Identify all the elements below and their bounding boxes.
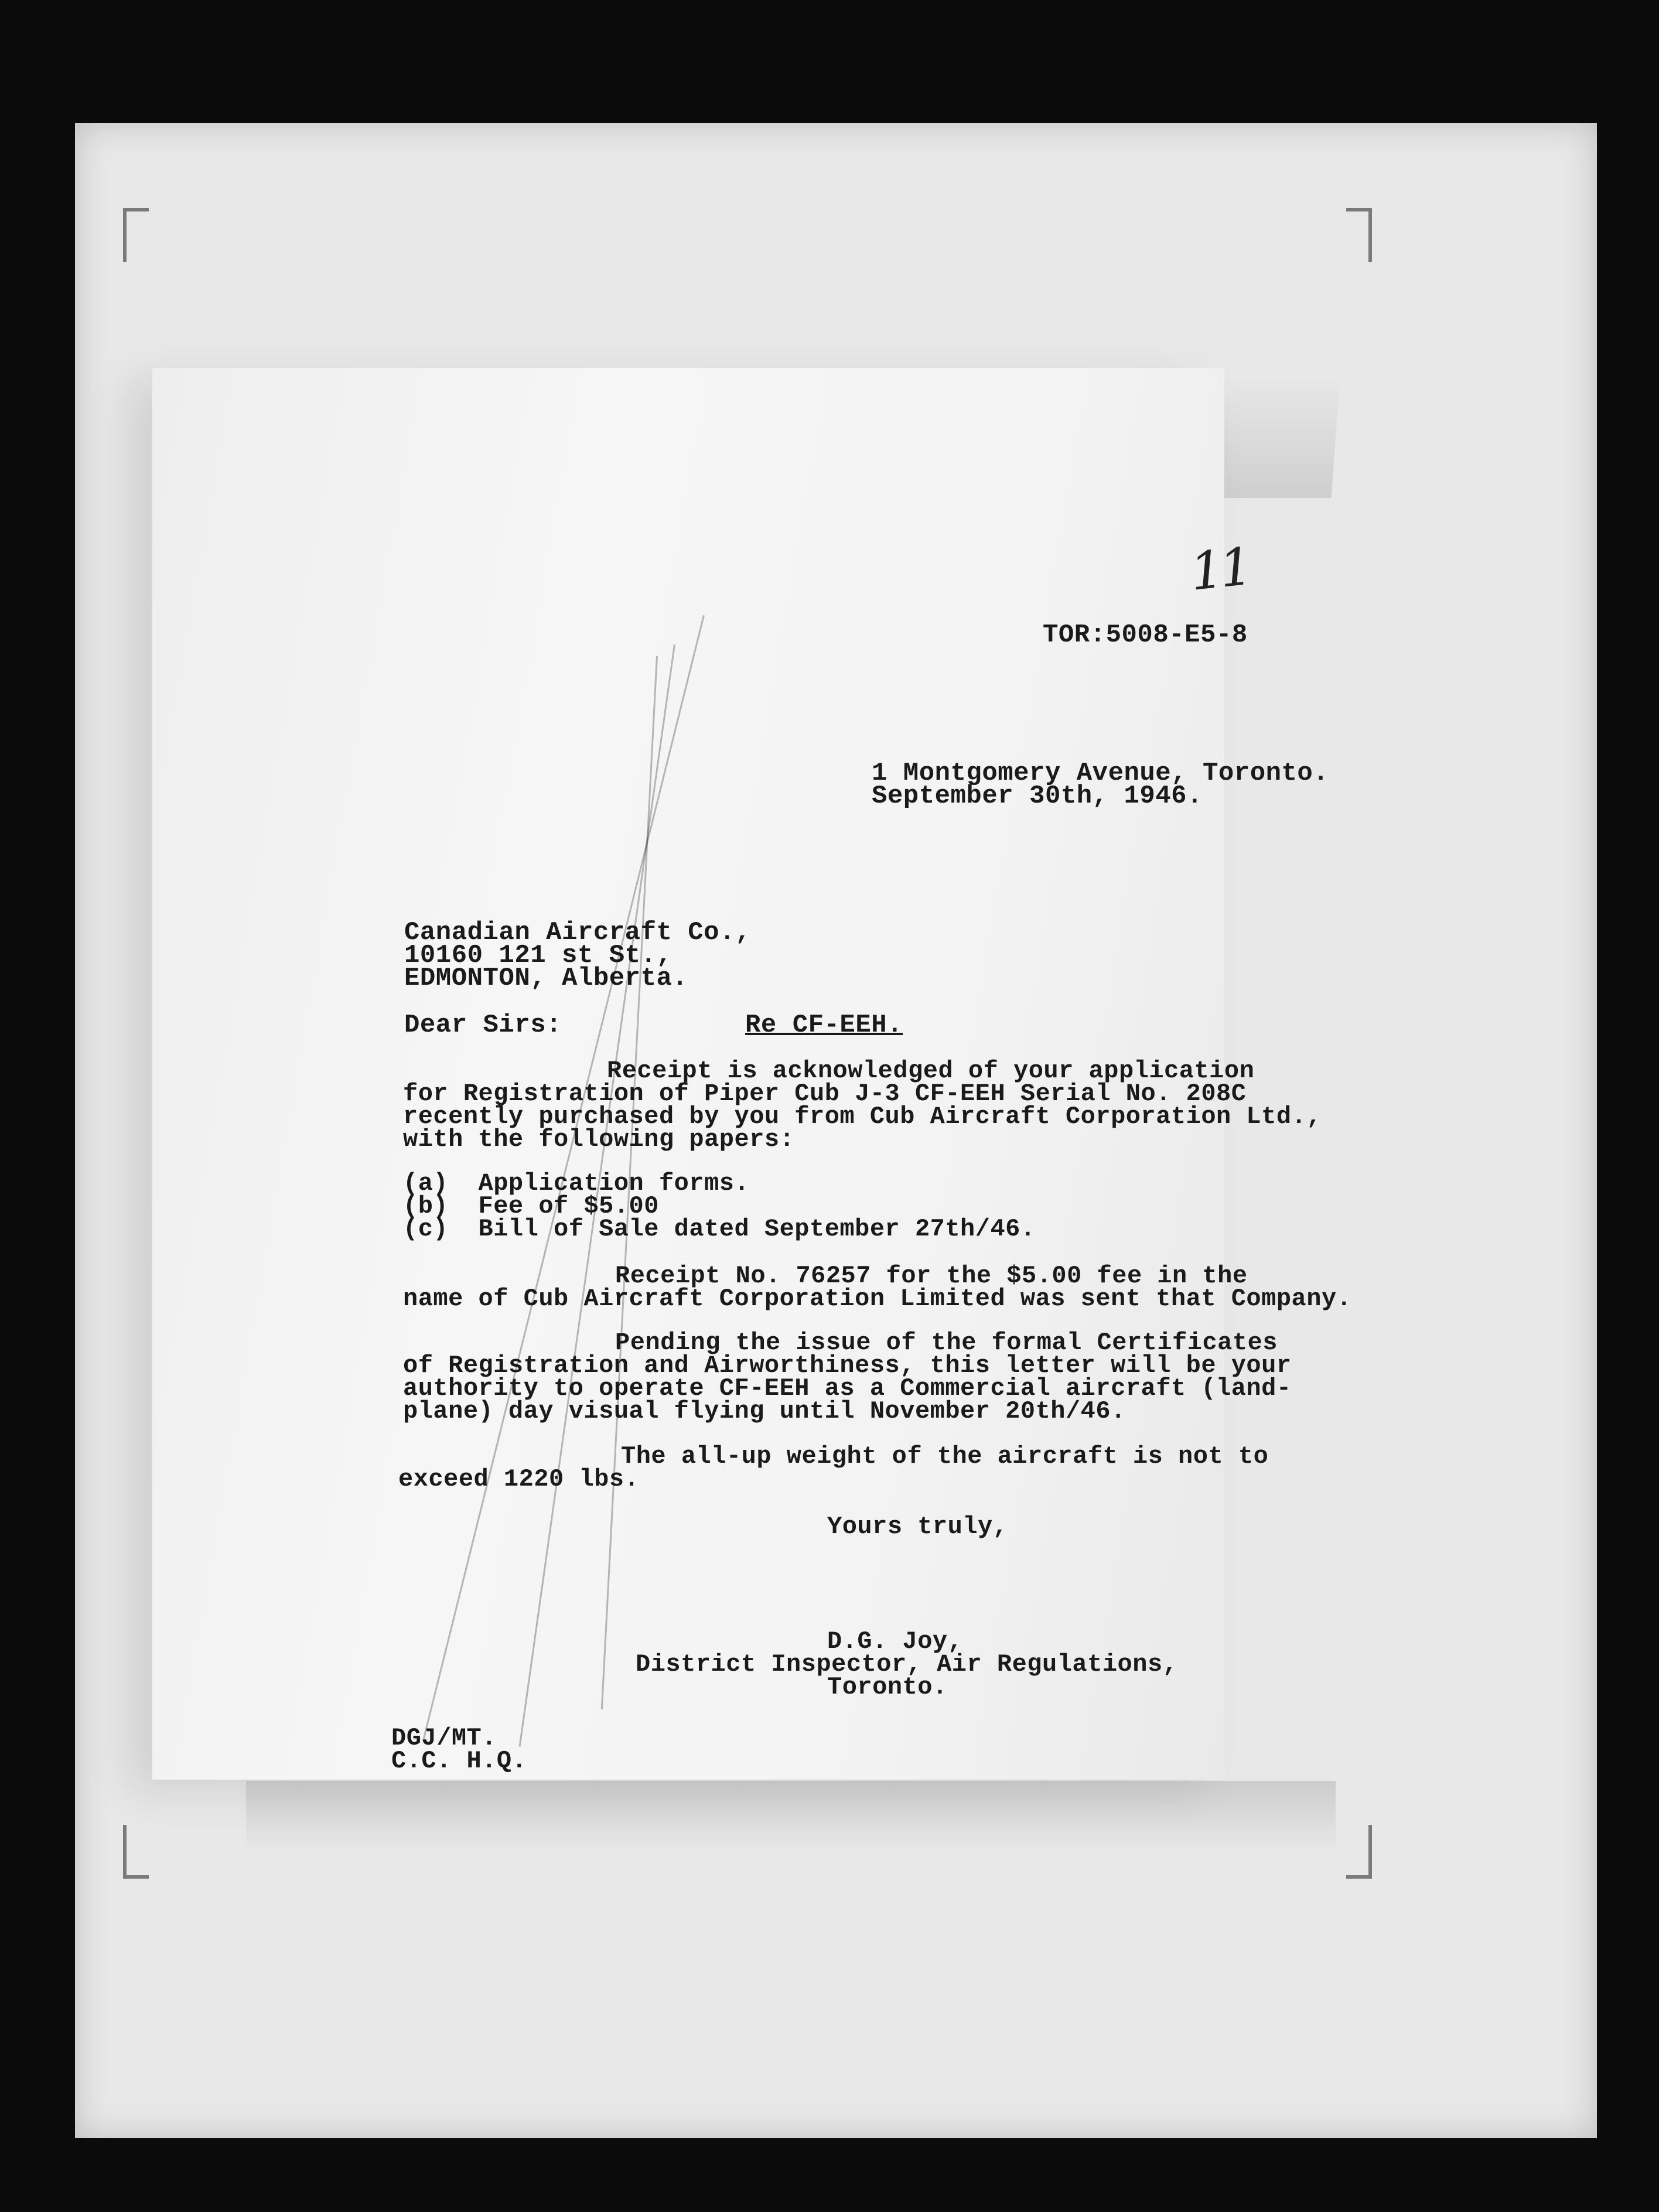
- recipient-city: EDMONTON, Alberta.: [404, 964, 688, 993]
- paragraph1-line1: Receipt is acknowledged of your application: [607, 1057, 1255, 1085]
- crop-mark-bottom-left: [123, 1825, 149, 1879]
- paragraph3-line1: Pending the issue of the formal Certificates: [615, 1329, 1278, 1357]
- paragraph1-line3: recently purchased by you from Cub Aircraft Corporation Ltd.,: [403, 1102, 1322, 1131]
- list-item: (c) Bill of Sale dated September 27th/46.: [403, 1215, 1036, 1243]
- recipient-name: Canadian Aircraft Co.,: [404, 918, 751, 947]
- crop-mark-top-left: [123, 208, 149, 262]
- signatory-name: D.G. Joy,: [827, 1627, 963, 1655]
- paragraph4-line1: The all-up weight of the aircraft is not to: [621, 1442, 1269, 1470]
- recipient-street: 10160 121 st St.,: [404, 941, 673, 970]
- crop-mark-bottom-right: [1346, 1825, 1372, 1879]
- typist-initials: DGJ/MT.: [391, 1724, 497, 1752]
- paragraph2-line2: name of Cub Aircraft Corporation Limited was sent that Company.: [403, 1285, 1352, 1313]
- carbon-copy: C.C. H.Q.: [391, 1747, 527, 1775]
- paragraph3-line3: authority to operate CF-EEH as a Commercial aircraft (land-: [403, 1374, 1292, 1402]
- sender-address: 1 Montgomery Avenue, Toronto.: [872, 759, 1329, 788]
- list-item: (b) Fee of $5.00: [403, 1192, 659, 1220]
- paragraph4-line2: exceed 1220 lbs.: [398, 1465, 640, 1493]
- signatory-location: Toronto.: [827, 1673, 948, 1701]
- crop-mark-top-right: [1346, 208, 1372, 262]
- paper-shadow-bottom: [246, 1781, 1336, 1851]
- salutation: Dear Sirs:: [404, 1011, 562, 1040]
- list-item: (a) Application forms.: [403, 1169, 750, 1197]
- paragraph2-line1: Receipt No. 76257 for the $5.00 fee in the: [615, 1262, 1248, 1290]
- closing: Yours truly,: [827, 1513, 1008, 1541]
- file-reference: TOR:5008-E5-8: [1043, 620, 1248, 650]
- paragraph1-line4: with the following papers:: [403, 1125, 795, 1153]
- paragraph3-line4: plane) day visual flying until November 20th/46.: [403, 1397, 1126, 1425]
- paragraph1-line2: for Registration of Piper Cub J-3 CF-EEH Serial No. 208C: [403, 1080, 1247, 1108]
- signatory-title: District Inspector, Air Regulations,: [636, 1650, 1178, 1678]
- paragraph3-line2: of Registration and Airworthiness, this letter will be your: [403, 1351, 1292, 1380]
- subject-line: Re CF-EEH.: [745, 1011, 903, 1040]
- letter-date: September 30th, 1946.: [872, 781, 1203, 811]
- handwritten-page-number: 11: [1187, 536, 1252, 602]
